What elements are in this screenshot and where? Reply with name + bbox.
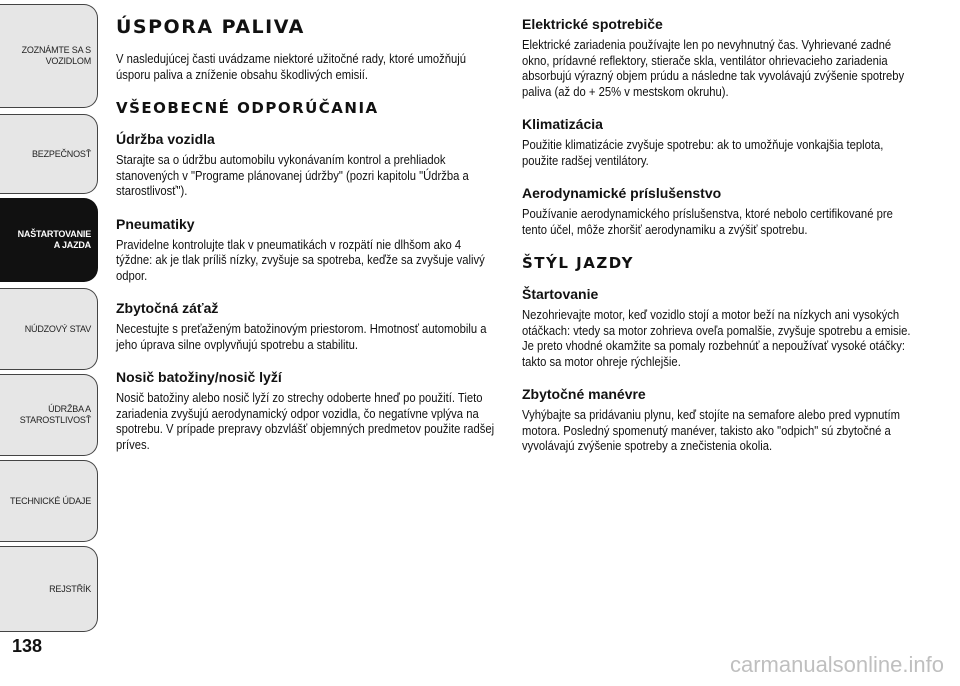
text-roof-rack: Nosič batožiny alebo nosič lyží zo strechy odoberte hneď po použití. Tieto zariadenia zvyšujú aerodynamický odpor vozidla, čo negatívne vplýva na spotrebu. V prípade prepravy obzvlášť objemných predmetov použite radšej príves. [116,391,495,452]
text-starting: Nezohrievajte motor, keď vozidlo stojí a motor beží na nízkych ani vysokých otáčkach: vtedy sa motor zohrieva oveľa pomalšie, zvyšuje spotrebu a emisie. Je preto vhodné okamžite sa pomaly rozbehnúť a nepoužívať vysoké otáčky: takto sa motor ohreje rýchlejšie. [522,308,911,369]
heading-load: Zbytočná záťaž [116,300,219,316]
section-title-driving-style: ŠTÝL JAZDY [522,254,634,272]
section-title-general: VŠEOBECNÉ ODPORÚČANIA [116,99,379,117]
right-column [522,16,912,471]
left-column [116,16,496,469]
heading-starting: Štartovanie [522,286,599,302]
tab-udrzba[interactable]: ÚDRŽBA A STAROSTLIVOSŤ [0,374,98,456]
page-title: ÚSPORA PALIVA [116,16,305,38]
heading-ac: Klimatizácia [522,116,603,132]
heading-roof-rack: Nosič batožiny/nosič lyží [116,369,282,385]
text-aero: Používanie aerodynamického príslušenstva, ktoré nebolo certifikované pre tento účel, môže zhoršiť aerodynamiku a zvýšiť spotrebu. [522,207,893,237]
text-ac: Použitie klimatizácie zvyšuje spotrebu: ak to umožňuje vonkajšia teplota, použite radšej ventilátory. [522,138,884,168]
tab-technicke-udaje[interactable]: TECHNICKÉ ÚDAJE [0,460,98,542]
tab-nastartovanie-a-jazda[interactable]: NAŠTARTOVANIE A JAZDA [0,198,98,282]
tab-zoznamte-sa[interactable]: ZOZNÁMTE SA S VOZIDLOM [0,4,98,108]
heading-tyres: Pneumatiky [116,215,195,232]
tab-nudzovy-stav[interactable]: NÚDZOVÝ STAV [0,288,98,370]
text-electrical: Elektrické zariadenia používajte len po nevyhnutný čas. Vyhrievané zadné okno, prídavné reflektory, stierače skla, ventilátor ohrievacieho zariadenia absorbujú výrazný objem prúdu a následne tak vyvolávajú zvýšenie spotreby paliva (až do + 25% v mestskom okruhu). [522,38,905,99]
heading-electrical: Elektrické spotrebiče [522,16,663,32]
text-tyres: Pravidelne kontrolujte tlak v pneumatikách v rozpätí nie dlhšom ako 4 týždne: ak je tlak príliš nízky, zvyšuje sa spotreba, keďže sa zvyšuje valivý odpor. [116,237,485,283]
heading-aero: Aerodynamické príslušenstvo [522,185,722,201]
intro-text: V nasledujúcej časti uvádzame niektoré užitočné rady, ktoré umožňujú úsporu paliva a zníženie obsahu škodlivých emisií. [116,52,466,82]
watermark: carmanualsonline.info [729,652,944,677]
text-manoeuvres: Vyhýbajte sa pridávaniu plynu, keď stojíte na semafore alebo pred vypnutím motora. Posledný spomenutý manéver, takisto ako "odpich" sú zbytočné a vyvolávajú zvýšenie spotreby a znečistenia okolia. [522,408,900,453]
heading-manoeuvres: Zbytočné manévre [522,386,646,402]
text-maintenance: Starajte sa o údržbu automobilu vykonávaním kontrol a prehliadok stanovených v "Programe plánovanej údržby" (pozri kapitolu "Údržba a starostlivosť"). [116,153,469,198]
tab-bezpecnost[interactable]: BEZPEČNOSŤ [0,114,98,194]
heading-maintenance: Údržba vozidla [116,131,215,147]
tab-rejstrik[interactable]: REJSTŘÍK [0,546,98,632]
chapter-tabs [0,0,100,686]
page-number: 138 [12,636,43,656]
text-load: Necestujte s preťaženým batožinovým priestorom. Hmotnosť automobilu a jeho úprava silne ovplyvňujú spotrebu a stabilitu. [116,322,487,352]
